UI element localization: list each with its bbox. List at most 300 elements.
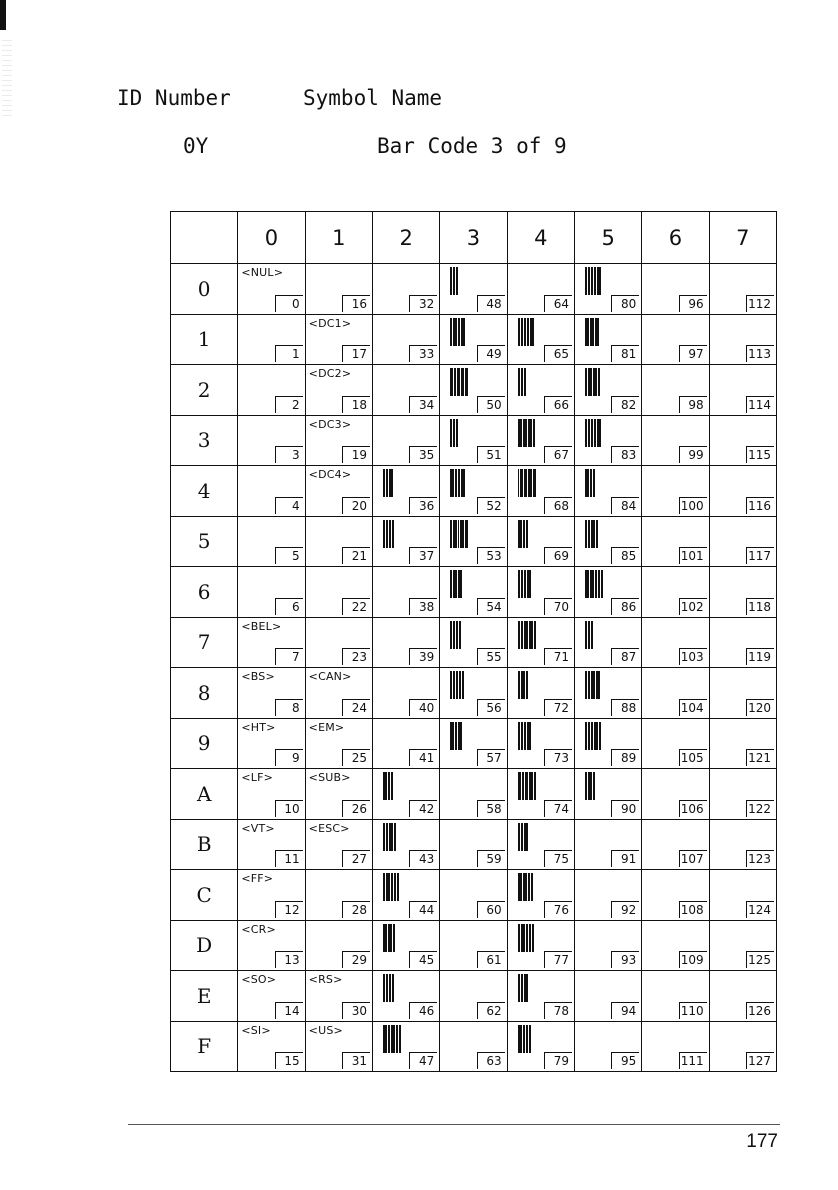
bar <box>518 419 522 447</box>
row-header: E <box>171 971 238 1022</box>
code-number: 57 <box>477 749 505 766</box>
row-header: 3 <box>171 415 238 466</box>
code-cell <box>372 668 439 719</box>
control-code-label: <ESC> <box>308 821 350 835</box>
bar <box>588 722 590 750</box>
code-number: 72 <box>544 699 572 716</box>
bar <box>518 1025 522 1053</box>
code-cell <box>574 718 641 769</box>
code-cell <box>642 415 709 466</box>
code-cell <box>642 819 709 870</box>
code-cell <box>709 668 776 719</box>
code-number: 97 <box>679 345 707 362</box>
bar <box>518 873 522 901</box>
bar <box>594 267 596 295</box>
code-cell <box>709 314 776 365</box>
code-cell <box>642 264 709 315</box>
code-cell <box>238 971 305 1022</box>
barcode-glyph-icon <box>518 469 536 497</box>
code-number: 32 <box>409 295 437 312</box>
code-number: 37 <box>409 547 437 564</box>
column-header: 5 <box>574 212 641 264</box>
code-number: 20 <box>342 497 370 514</box>
bar <box>524 823 528 851</box>
bar <box>383 772 387 800</box>
code-cell <box>642 668 709 719</box>
barcode-glyph-icon <box>518 520 536 548</box>
bar <box>453 267 455 295</box>
code-cell <box>440 264 507 315</box>
bar <box>394 823 396 851</box>
bar <box>527 570 531 598</box>
bar <box>597 267 601 295</box>
code-cell <box>709 264 776 315</box>
barcode-glyph-icon <box>518 318 536 346</box>
bar <box>458 318 460 346</box>
bar <box>456 671 458 699</box>
bar <box>453 621 455 649</box>
bar <box>524 368 526 396</box>
code-number: 38 <box>409 598 437 615</box>
barcode-glyph-icon <box>585 368 603 396</box>
bar <box>523 520 525 548</box>
barcode-glyph-icon <box>518 924 536 952</box>
code-cell <box>440 617 507 668</box>
table-row <box>171 1021 777 1072</box>
code-number: 65 <box>544 345 572 362</box>
code-number: 22 <box>342 598 370 615</box>
bar <box>521 924 525 952</box>
bar <box>585 318 589 346</box>
code-number: 102 <box>679 598 707 615</box>
code-cell <box>642 365 709 416</box>
code-number: 27 <box>342 850 370 867</box>
code-cell <box>709 415 776 466</box>
code-number: 31 <box>342 1052 370 1069</box>
barcode-glyph-icon <box>383 974 401 1002</box>
barcode-glyph-icon <box>518 873 536 901</box>
code-number: 94 <box>611 1002 639 1019</box>
code-cell <box>440 516 507 567</box>
code-number: 44 <box>409 901 437 918</box>
bar <box>522 772 524 800</box>
row-header: A <box>171 769 238 820</box>
barcode-glyph-icon <box>585 621 603 649</box>
bar <box>461 368 464 396</box>
code-cell <box>305 617 372 668</box>
control-code-label: <BEL> <box>241 619 282 633</box>
id-number-label: ID Number <box>117 86 231 110</box>
bar <box>523 873 527 901</box>
bar <box>527 318 529 346</box>
code-number: 118 <box>746 598 774 615</box>
bar <box>389 469 393 497</box>
code-cell <box>642 567 709 618</box>
code-number: 28 <box>342 901 370 918</box>
bar <box>523 1025 525 1053</box>
bar <box>591 520 595 548</box>
code-number: 124 <box>746 901 774 918</box>
symbol-name-value: Bar Code 3 of 9 <box>377 134 567 158</box>
bar <box>529 924 531 952</box>
code-number: 59 <box>477 850 505 867</box>
barcode-glyph-icon <box>518 368 536 396</box>
table-row <box>171 971 777 1022</box>
page-number: 177 <box>746 1131 778 1152</box>
bar <box>386 873 390 901</box>
code-number: 18 <box>342 396 370 413</box>
code-cell <box>440 920 507 971</box>
bar <box>523 419 527 447</box>
code-cell <box>709 920 776 971</box>
code-cell <box>305 1021 372 1072</box>
code-number: 120 <box>746 699 774 716</box>
table-row <box>171 264 777 315</box>
code-number: 24 <box>342 699 370 716</box>
code-cell <box>372 920 439 971</box>
code-number: 19 <box>342 446 370 463</box>
code-number: 99 <box>679 446 707 463</box>
table-row <box>171 668 777 719</box>
bar <box>456 267 458 295</box>
bar <box>526 924 528 952</box>
barcode-glyph-icon <box>585 520 603 548</box>
bar <box>456 621 458 649</box>
bar <box>518 772 522 800</box>
code-number: 126 <box>746 1002 774 1019</box>
bar <box>389 823 393 851</box>
code-number: 64 <box>544 295 572 312</box>
table-row <box>171 415 777 466</box>
code-cell <box>372 567 439 618</box>
bar <box>388 1025 390 1053</box>
code-cell <box>574 870 641 921</box>
code-number: 53 <box>477 547 505 564</box>
row-header: 1 <box>171 314 238 365</box>
bar <box>528 873 530 901</box>
bar <box>391 873 393 901</box>
control-code-label: <SO> <box>241 973 277 986</box>
row-header: 0 <box>171 264 238 315</box>
code-cell <box>238 516 305 567</box>
barcode-glyph-icon <box>518 823 536 851</box>
bar <box>521 823 523 851</box>
bar <box>533 419 535 447</box>
table-row <box>171 314 777 365</box>
code-number: 2 <box>275 396 303 413</box>
table-row <box>171 819 777 870</box>
code-number: 49 <box>477 345 505 362</box>
code-cell <box>440 870 507 921</box>
bar <box>596 520 598 548</box>
bar <box>458 570 462 598</box>
bar <box>450 469 454 497</box>
code-cell <box>709 567 776 618</box>
bar <box>383 469 385 497</box>
bar <box>386 520 388 548</box>
bar <box>394 873 396 901</box>
bar <box>450 419 452 447</box>
row-header: 6 <box>171 567 238 618</box>
bar <box>383 873 385 901</box>
bar <box>590 318 594 346</box>
code-cell <box>507 617 574 668</box>
code-cell <box>709 617 776 668</box>
code-cell <box>642 314 709 365</box>
code-cell <box>574 567 641 618</box>
bar <box>528 469 531 497</box>
control-code-label: <NUL> <box>241 266 284 279</box>
bar <box>392 974 394 1002</box>
code-number: 26 <box>342 800 370 817</box>
barcode-glyph-icon <box>383 1025 401 1053</box>
code-number: 110 <box>679 1002 707 1019</box>
bar <box>594 722 598 750</box>
row-header: C <box>171 870 238 921</box>
code-number: 76 <box>544 901 572 918</box>
code-number: 48 <box>477 295 505 312</box>
bar <box>453 419 455 447</box>
code-number: 79 <box>544 1052 572 1069</box>
code-cell <box>507 668 574 719</box>
bar <box>599 722 601 750</box>
bar <box>450 267 452 295</box>
bar <box>588 772 592 800</box>
code-number: 70 <box>544 598 572 615</box>
code-number: 96 <box>679 295 707 312</box>
code-cell <box>305 365 372 416</box>
code-number: 103 <box>679 648 707 665</box>
bar <box>521 974 523 1002</box>
control-code-label: <HT> <box>241 720 276 734</box>
code-cell <box>440 1021 507 1072</box>
code-cell <box>507 819 574 870</box>
bar <box>590 469 592 497</box>
code-number: 111 <box>679 1052 707 1069</box>
row-header: 8 <box>171 668 238 719</box>
code-number: 127 <box>746 1052 774 1069</box>
bar <box>454 368 456 396</box>
code-number: 112 <box>746 295 774 312</box>
barcode-glyph-icon <box>450 621 468 649</box>
code-cell <box>507 567 574 618</box>
code-cell <box>372 819 439 870</box>
bar <box>524 621 528 649</box>
bar <box>598 570 600 598</box>
bar <box>450 621 452 649</box>
bar <box>388 772 390 800</box>
code-cell <box>372 1021 439 1072</box>
code-number: 29 <box>342 951 370 968</box>
code-number: 88 <box>611 699 639 716</box>
scan-speckle <box>2 40 12 120</box>
code-cell <box>507 769 574 820</box>
code-cell <box>574 1021 641 1072</box>
bar <box>585 671 587 699</box>
code-number: 51 <box>477 446 505 463</box>
bar <box>518 671 520 699</box>
row-header: D <box>171 920 238 971</box>
code-number: 4 <box>275 497 303 514</box>
bar <box>591 722 593 750</box>
code-number: 89 <box>611 749 639 766</box>
bar <box>521 570 523 598</box>
code-cell <box>574 264 641 315</box>
character-code-table <box>170 211 777 1072</box>
code-cell <box>238 466 305 517</box>
bar <box>450 368 453 396</box>
control-code-label: <EM> <box>308 720 345 734</box>
table-row <box>171 365 777 416</box>
bar <box>526 520 528 548</box>
code-cell <box>305 415 372 466</box>
code-number: 98 <box>679 396 707 413</box>
code-number: 50 <box>477 396 505 413</box>
bar <box>518 570 520 598</box>
barcode-glyph-icon <box>450 419 468 447</box>
code-number: 84 <box>611 497 639 514</box>
bar <box>524 469 527 497</box>
code-cell <box>709 971 776 1022</box>
control-code-label: <DC2> <box>308 367 352 380</box>
barcode-glyph-icon <box>518 570 536 598</box>
code-cell <box>574 668 641 719</box>
code-number: 87 <box>611 648 639 665</box>
code-cell <box>238 314 305 365</box>
code-number: 67 <box>544 446 572 463</box>
bar <box>450 671 452 699</box>
bar <box>596 671 600 699</box>
code-cell <box>709 819 776 870</box>
code-number: 113 <box>746 345 774 362</box>
code-cell <box>574 617 641 668</box>
bar <box>521 368 523 396</box>
barcode-glyph-icon <box>585 722 603 750</box>
bar <box>585 469 589 497</box>
bar <box>528 419 532 447</box>
bar <box>393 924 395 952</box>
code-number: 17 <box>342 345 370 362</box>
bar <box>529 621 533 649</box>
code-number: 73 <box>544 749 572 766</box>
code-cell <box>305 466 372 517</box>
bar <box>383 924 387 952</box>
table-row <box>171 567 777 618</box>
barcode-glyph-icon <box>383 873 401 901</box>
code-number: 55 <box>477 648 505 665</box>
barcode-glyph-icon <box>450 671 468 699</box>
code-number: 104 <box>679 699 707 716</box>
bar <box>458 722 462 750</box>
row-header: 5 <box>171 516 238 567</box>
code-number: 68 <box>544 497 572 514</box>
bar <box>450 318 452 346</box>
code-number: 92 <box>611 901 639 918</box>
code-cell <box>238 1021 305 1072</box>
bar <box>591 267 593 295</box>
code-cell <box>507 971 574 1022</box>
control-code-label: <CR> <box>241 922 276 936</box>
bar <box>590 570 594 598</box>
barcode-glyph-icon <box>383 772 401 800</box>
code-cell <box>709 516 776 567</box>
bar <box>588 671 590 699</box>
bar <box>588 621 590 649</box>
code-cell <box>574 920 641 971</box>
code-cell <box>440 567 507 618</box>
code-number: 106 <box>679 800 707 817</box>
code-cell <box>305 567 372 618</box>
code-cell <box>305 971 372 1022</box>
table-row <box>171 769 777 820</box>
row-header: 9 <box>171 718 238 769</box>
bar <box>518 469 520 497</box>
code-cell <box>238 415 305 466</box>
bar <box>455 469 457 497</box>
code-cell <box>440 314 507 365</box>
code-number: 60 <box>477 901 505 918</box>
bar <box>534 621 536 649</box>
code-cell <box>574 971 641 1022</box>
control-code-label: <DC4> <box>308 468 352 481</box>
bar <box>524 974 528 1002</box>
code-cell <box>507 415 574 466</box>
bar <box>386 823 388 851</box>
bar <box>458 520 460 548</box>
code-cell <box>372 264 439 315</box>
code-cell <box>642 466 709 517</box>
code-number: 46 <box>409 1002 437 1019</box>
code-number: 12 <box>275 901 303 918</box>
control-code-label: <BS> <box>241 670 275 683</box>
control-code-label: <DC3> <box>308 417 352 431</box>
barcode-glyph-icon <box>518 419 536 447</box>
code-number: 83 <box>611 446 639 463</box>
bar <box>530 318 534 346</box>
column-header: 4 <box>507 212 574 264</box>
row-header: B <box>171 819 238 870</box>
code-cell <box>305 516 372 567</box>
code-cell <box>574 365 641 416</box>
code-cell <box>238 920 305 971</box>
bar <box>524 570 526 598</box>
bar <box>594 419 596 447</box>
code-number: 47 <box>409 1052 437 1069</box>
column-header: 3 <box>440 212 507 264</box>
code-number: 77 <box>544 951 572 968</box>
bar <box>388 924 392 952</box>
code-number: 86 <box>611 598 639 615</box>
control-code-label: <US> <box>308 1023 343 1037</box>
code-cell <box>709 1021 776 1072</box>
bar <box>399 1025 401 1053</box>
bar <box>598 368 600 396</box>
row-header: 7 <box>171 617 238 668</box>
code-cell <box>238 264 305 315</box>
code-cell <box>507 920 574 971</box>
code-number: 58 <box>477 800 505 817</box>
column-header: 1 <box>305 212 372 264</box>
code-number: 61 <box>477 951 505 968</box>
bar <box>465 368 468 396</box>
code-cell <box>440 769 507 820</box>
code-number: 5 <box>275 547 303 564</box>
code-number: 14 <box>275 1002 303 1019</box>
code-cell <box>238 617 305 668</box>
bar <box>518 520 522 548</box>
barcode-glyph-icon <box>383 469 401 497</box>
barcode-glyph-icon <box>518 772 536 800</box>
